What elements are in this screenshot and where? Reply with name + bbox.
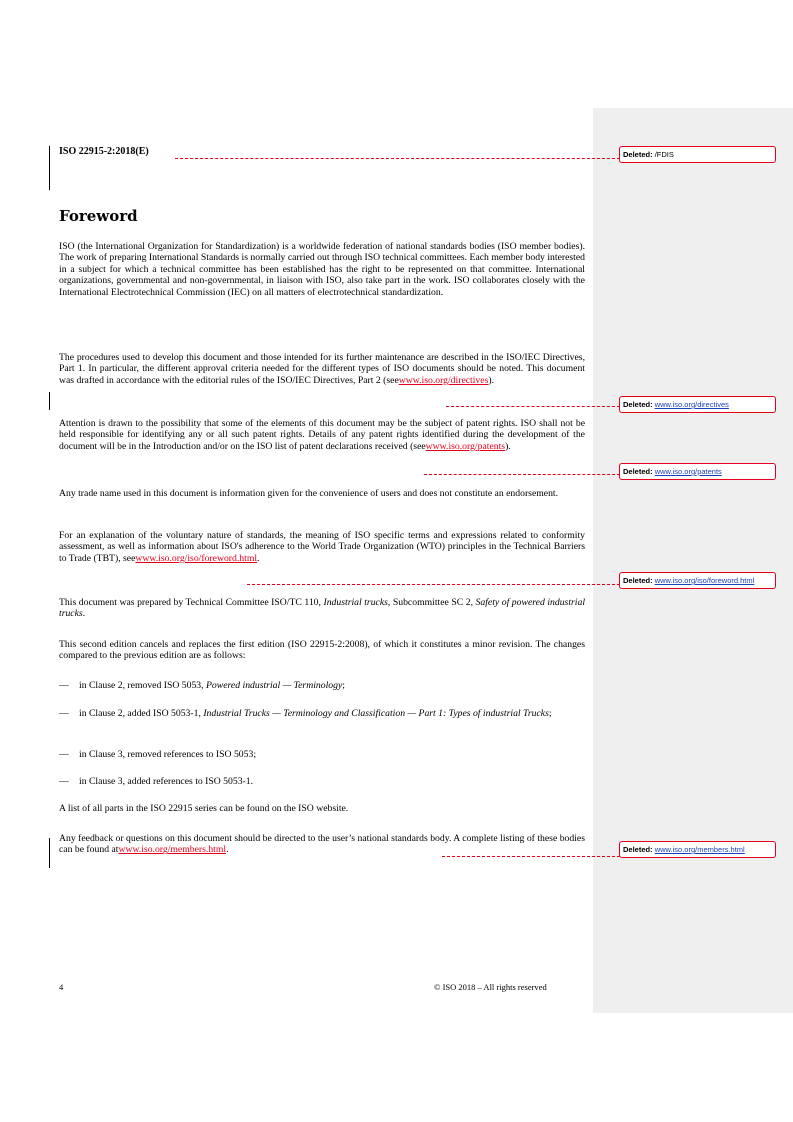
paragraph-2: The procedures used to develop this document and those intended for its further maintenance are described in the ISO/IEC Directives, Part 1. In particular, the different approval criteria needed for the different types of ISO documents should be noted. This document was drafted in accordance with the editorial rules of the ISO/IEC Directives, Part 2 (seewww.iso.org/directives). bbox=[59, 352, 585, 386]
patents-link[interactable]: www.iso.org/patents bbox=[425, 440, 506, 452]
comment-margin bbox=[593, 108, 793, 1013]
foreword-link[interactable]: www.iso.org/iso/foreword.html bbox=[135, 552, 258, 564]
paragraph-3: Attention is drawn to the possibility that some of the elements of this document may be the subject of patent rights. ISO shall not be held responsible for identifying any or all such patent rights. Details of any patent rights identified during the development of the document will be in the Introduction and/or on the ISO list of patent declarations received (seewww.iso.org/patents). bbox=[59, 418, 585, 452]
list-item: — in Clause 3, removed references to ISO 5053; bbox=[59, 749, 257, 760]
comment-bubble[interactable]: Deleted: www.iso.org/iso/foreword.html bbox=[619, 572, 776, 589]
change-bar bbox=[49, 838, 50, 868]
comment-bubble[interactable]: Deleted: www.iso.org/directives bbox=[619, 396, 776, 413]
section-title: Foreword bbox=[59, 207, 138, 225]
comment-bubble[interactable]: Deleted: www.iso.org/members.html bbox=[619, 841, 776, 858]
comment-bubble[interactable]: Deleted: /FDIS bbox=[619, 146, 776, 163]
page-number: 4 bbox=[59, 982, 64, 992]
copyright-notice: © ISO 2018 – All rights reserved bbox=[434, 982, 547, 992]
revision-leader-line bbox=[446, 406, 620, 407]
revision-leader-line bbox=[247, 584, 620, 585]
list-item: — in Clause 2, removed ISO 5053, Powered industrial — Terminology; bbox=[59, 680, 345, 691]
paragraph-1: ISO (the International Organization for Standardization) is a worldwide federation of national standards bodies (ISO member bodies). The work of preparing International Standards is normally carried out through ISO technical committees. Each member body interested in a subject for which a technical committee has been established has the right to be represented on that committee. International organizations, governmental and non-governmental, in liaison with ISO, also take part in the work. ISO collaborates closely with the International Electrotechnical Commission (IEC) on all matters of electrotechnical standardization. bbox=[59, 241, 585, 298]
revision-leader-line bbox=[424, 474, 620, 475]
change-bar bbox=[49, 392, 50, 410]
document-header: ISO 22915-2:2018(E) bbox=[59, 146, 149, 157]
paragraph-7: This second edition cancels and replaces the first edition (ISO 22915-2:2008), of which it constitutes a minor revision. The changes compared to the previous edition are as follows: bbox=[59, 639, 585, 662]
list-item: — in Clause 3, added references to ISO 5053-1. bbox=[59, 776, 254, 787]
list-item: — in Clause 2, added ISO 5053-1, Industrial Trucks — Terminology and Classification — Part 1: Types of industrial Trucks; bbox=[59, 708, 552, 719]
revision-leader-line bbox=[175, 158, 620, 159]
paragraph-9: Any feedback or questions on this document should be directed to the user’s national standards body. A complete listing of these bodies can be found atwww.iso.org/members.html. bbox=[59, 833, 585, 856]
comment-bubble[interactable]: Deleted: www.iso.org/patents bbox=[619, 463, 776, 480]
paragraph-8: A list of all parts in the ISO 22915 series can be found on the ISO website. bbox=[59, 803, 349, 814]
paragraph-4: Any trade name used in this document is information given for the convenience of users and does not constitute an endorsement. bbox=[59, 488, 559, 499]
directives-link[interactable]: www.iso.org/directives bbox=[398, 374, 489, 386]
members-link[interactable]: www.iso.org/members.html bbox=[118, 844, 227, 856]
paragraph-6: This document was prepared by Technical Committee ISO/TC 110, Industrial trucks, Subcommittee SC 2, Safety of powered industrial trucks. bbox=[59, 597, 586, 620]
revision-leader-line bbox=[442, 856, 620, 857]
change-bar bbox=[49, 146, 50, 190]
paragraph-5: For an explanation of the voluntary nature of standards, the meaning of ISO specific terms and expressions related to conformity assessment, as well as information about ISO's adherence to the World Trade Organization (WTO) principles in the Technical Barriers to Trade (TBT), seewww.iso.org/iso/foreword.html. bbox=[59, 530, 585, 564]
